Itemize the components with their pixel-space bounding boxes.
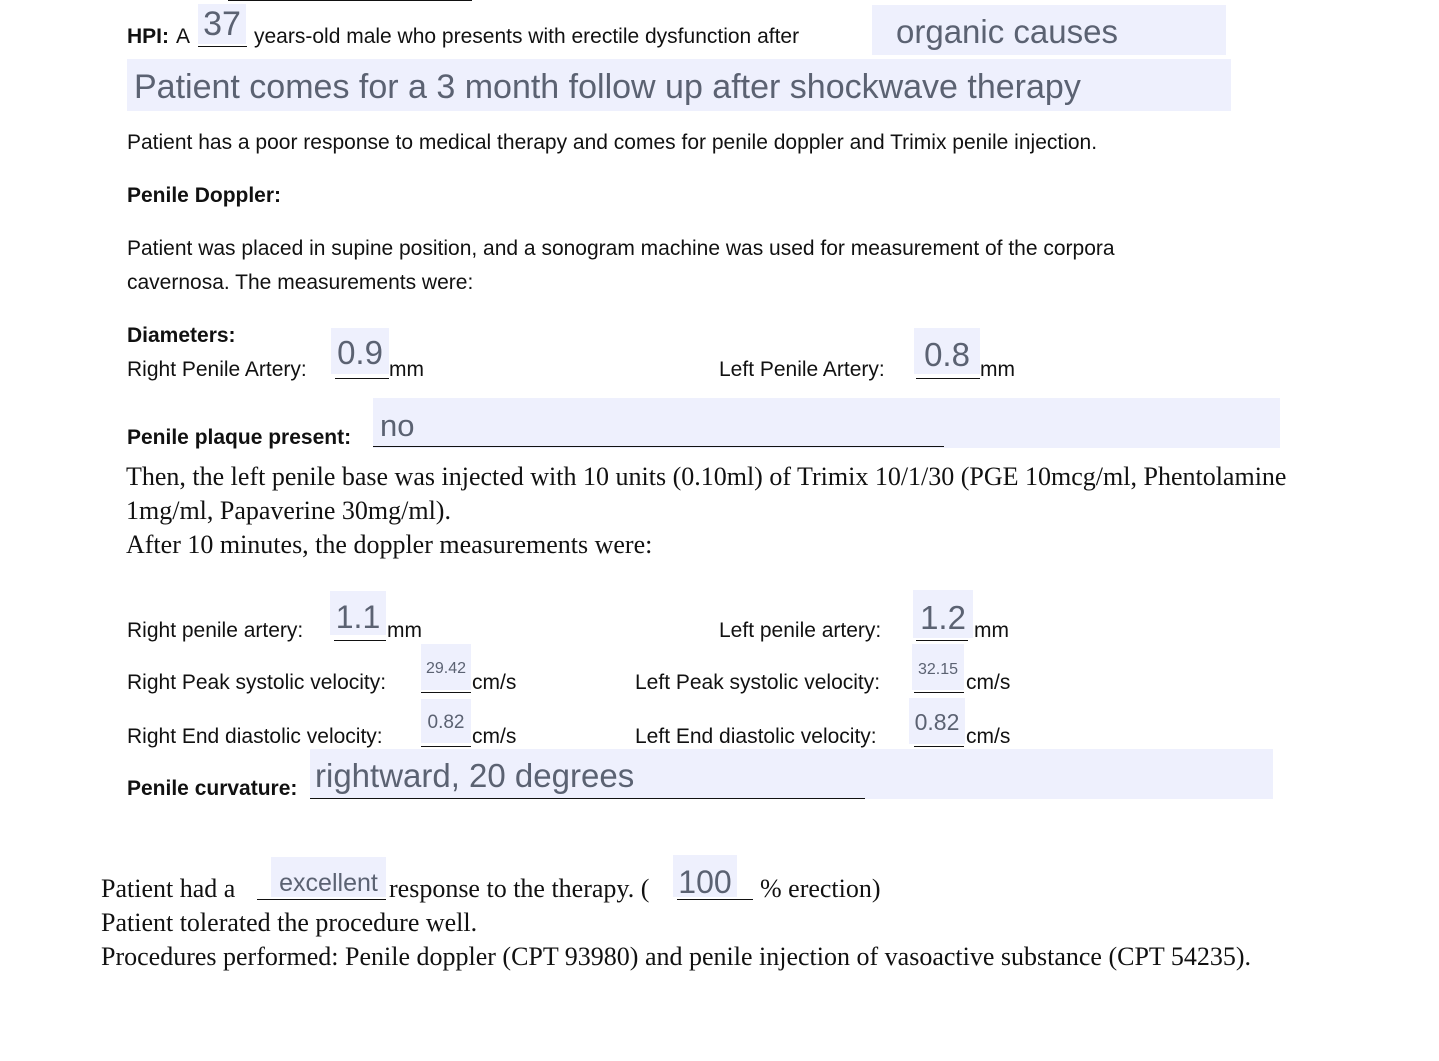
- post-left-artery-field[interactable]: 1.2: [913, 590, 973, 638]
- right-psv-unit: cm/s: [472, 671, 517, 694]
- intro-text: Patient has a poor response to medical therapy and comes for penile doppler and Trimix penile injection.: [127, 131, 1098, 154]
- top-underline: [228, 0, 472, 1]
- curvature-field[interactable]: rightward, 20 degrees: [310, 749, 1273, 799]
- hpi-middle-text: years-old male who presents with erectile dysfunction after: [254, 25, 800, 48]
- left-edv-unit: cm/s: [966, 725, 1011, 748]
- doppler-heading: Penile Doppler:: [127, 184, 282, 207]
- right-edv-underline: [421, 746, 471, 747]
- response-field[interactable]: excellent: [271, 857, 386, 897]
- left-psv-underline: [914, 692, 964, 693]
- post-right-artery-label: Right penile artery:: [127, 619, 304, 642]
- plaque-label: Penile plaque present:: [127, 426, 352, 449]
- left-psv-field[interactable]: 32.15: [912, 644, 964, 690]
- curvature-underline: [310, 798, 865, 799]
- cause-field[interactable]: organic causes: [872, 5, 1226, 55]
- procedures-text: Procedures performed: Penile doppler (CPT 93980) and penile injection of vasoactive substance (CPT 54235).: [101, 942, 1251, 971]
- right-diameter-label: Right Penile Artery:: [127, 358, 307, 381]
- left-edv-underline: [914, 746, 964, 747]
- right-diameter-underline: [335, 378, 389, 379]
- age-field[interactable]: 37: [198, 4, 246, 44]
- injection-line3: After 10 minutes, the doppler measurements were:: [126, 530, 653, 559]
- tolerated-text: Patient tolerated the procedure well.: [101, 908, 478, 937]
- left-psv-label: Left Peak systolic velocity:: [635, 671, 881, 694]
- age-underline: [198, 46, 247, 47]
- hpi-label: HPI:: [127, 25, 169, 48]
- post-right-artery-field[interactable]: 1.1: [330, 591, 386, 635]
- percent-field[interactable]: 100: [673, 855, 737, 897]
- result-middle: response to the therapy. (: [389, 874, 650, 903]
- injection-line2: 1mg/ml, Papaverine 30mg/ml).: [126, 496, 451, 525]
- post-right-artery-underline: [334, 640, 386, 641]
- plaque-underline: [373, 446, 944, 447]
- right-edv-label: Right End diastolic velocity:: [127, 725, 383, 748]
- right-diameter-field[interactable]: 0.9: [331, 328, 389, 374]
- left-diameter-underline: [916, 378, 980, 379]
- diameters-heading: Diameters:: [127, 324, 236, 347]
- right-edv-unit: cm/s: [472, 725, 517, 748]
- left-diameter-unit: mm: [980, 358, 1015, 381]
- post-left-artery-unit: mm: [974, 619, 1009, 642]
- right-psv-underline: [421, 692, 471, 693]
- right-diameter-unit: mm: [389, 358, 424, 381]
- injection-line1: Then, the left penile base was injected with 10 units (0.10ml) of Trimix 10/1/30 (PGE 10mcg/ml, Phentolamine: [126, 462, 1287, 491]
- result-prefix: Patient had a: [101, 874, 236, 903]
- plaque-field[interactable]: no: [373, 398, 1280, 448]
- right-psv-label: Right Peak systolic velocity:: [127, 671, 387, 694]
- doppler-desc-line1: Patient was placed in supine position, and a sonogram machine was used for measurement of the corpora: [127, 237, 1115, 260]
- left-diameter-label: Left Penile Artery:: [719, 358, 885, 381]
- result-suffix: % erection): [760, 874, 881, 903]
- post-left-artery-underline: [916, 640, 968, 641]
- curvature-label: Penile curvature:: [127, 777, 298, 800]
- right-psv-field[interactable]: 29.42: [421, 644, 471, 690]
- left-edv-field[interactable]: 0.82: [909, 698, 965, 744]
- response-underline: [257, 899, 386, 900]
- hpi-prefix: A: [176, 25, 191, 48]
- post-right-artery-unit: mm: [387, 619, 422, 642]
- doppler-desc-line2: cavernosa. The measurements were:: [127, 271, 474, 294]
- post-left-artery-label: Left penile artery:: [719, 619, 882, 642]
- left-psv-unit: cm/s: [966, 671, 1011, 694]
- right-edv-field[interactable]: 0.82: [421, 699, 471, 743]
- history-field[interactable]: Patient comes for a 3 month follow up after shockwave therapy: [127, 59, 1231, 111]
- left-edv-label: Left End diastolic velocity:: [635, 725, 877, 748]
- percent-underline: [677, 899, 753, 900]
- left-diameter-field[interactable]: 0.8: [914, 328, 980, 374]
